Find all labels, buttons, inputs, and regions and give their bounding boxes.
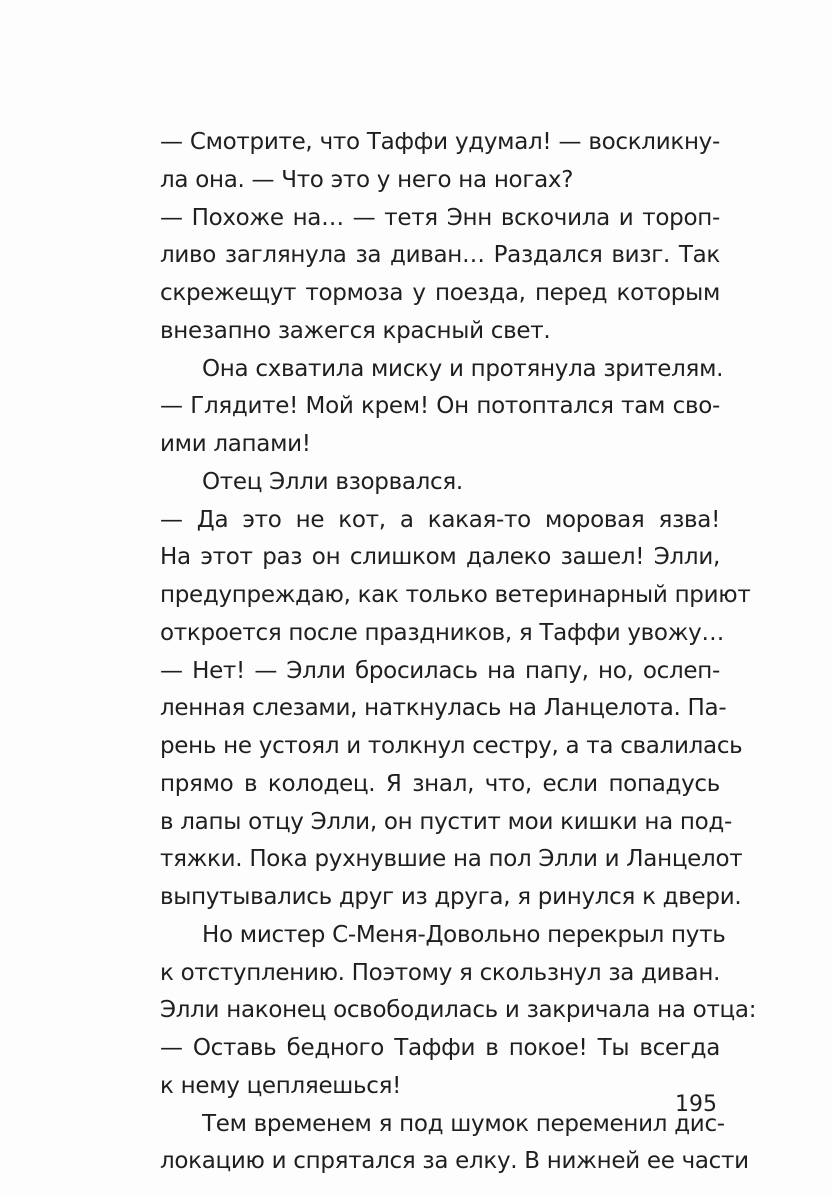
text-line: Но мистер С-Меня-Довольно перекрыл путь: [202, 921, 726, 948]
text-line: ленная слезами, наткнулась на Ланцелота. Па-: [160, 695, 727, 722]
text-line: Отец Элли взорвался.: [202, 468, 463, 495]
text-line: к нему цепляешься!: [160, 1072, 402, 1099]
text-line: Тем временем я под шумок переменил дис-: [202, 1110, 725, 1137]
text-line: — Да это не кот, а какая-то моровая язва!: [160, 506, 720, 533]
text-line: — Похоже на… — тетя Энн вскочила и тороп-: [160, 204, 720, 231]
text-line: тяжки. Пока рухнувшие на пол Элли и Ланцелот: [160, 846, 743, 873]
text-line: прямо в колодец. Я знал, что, если попадусь: [160, 770, 720, 797]
text-line: выпутывались друг из друга, я ринулся к двери.: [160, 884, 742, 910]
text-line: локацию и спрятался за елку. В нижней ее части: [160, 1148, 749, 1175]
text-line: — Оставь бедного Таффи в покое! Ты всегда: [160, 1035, 720, 1061]
text-line: в лапы отцу Элли, он пустит мои кишки на под-: [160, 808, 732, 835]
text-line: скрежещут тормоза у поезда, перед которым: [160, 280, 720, 306]
body-text: [160, 124, 757, 1181]
text-line: Элли наконец освободилась и закричала на отца:: [160, 997, 757, 1024]
text-line: рень не устоял и толкнул сестру, а та свалилась: [160, 733, 743, 759]
text-line: На этот раз он слишком далеко зашел! Элли,: [160, 544, 720, 571]
text-line: ими лапами!: [160, 431, 311, 457]
text-line: ла она. — Что это у него на ногах?: [160, 166, 574, 193]
text-line: ливо заглянула за диван… Раздался визг. Так: [160, 242, 720, 269]
page-number: 195: [675, 1092, 717, 1117]
text-line: — Нет! — Элли бросилась на папу, но, ослеп-: [160, 657, 720, 684]
text-line: предупреждаю, как только ветеринарный приют: [160, 582, 751, 608]
text-line: Она схватила миску и протянула зрителям.: [202, 355, 724, 382]
text-line: откроется после праздников, я Таффи увожу…: [160, 619, 725, 646]
text-line: — Смотрите, что Таффи удумал! — воскликну-: [160, 129, 720, 155]
text-line: к отступлению. Поэтому я скользнул за диван.: [160, 959, 721, 986]
text-line: — Глядите! Мой крем! Он потоптался там сво-: [160, 393, 720, 420]
text-line: внезапно зажегся красный свет.: [160, 317, 551, 344]
